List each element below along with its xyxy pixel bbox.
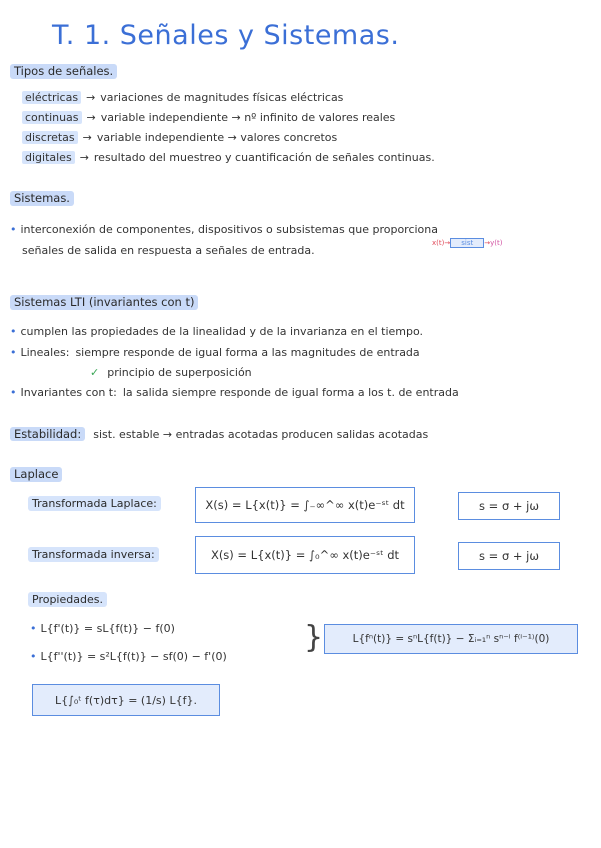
lti-label: Invariantes con t: <box>20 386 117 399</box>
s-formula: s = σ + jω <box>458 492 560 520</box>
lti-heading: Sistemas LTI (invariantes con t) <box>10 295 198 310</box>
lti-line3 <box>90 366 252 379</box>
tipos-heading: Tipos de señales. <box>10 64 117 79</box>
tipo-desc: resultado del muestreo y cuantificación de señales continuas. <box>93 151 435 164</box>
sistemas-line2: señales de salida en respuesta a señales de entrada. <box>22 244 315 257</box>
page-title: T. 1. Señales y Sistemas. <box>52 20 400 51</box>
check-icon: ✓ <box>90 366 100 379</box>
diagram-input: x(t) <box>432 239 445 247</box>
bullet-icon: • <box>30 622 37 635</box>
lti-label: Lineales: <box>20 346 70 359</box>
sistemas-text: interconexión de componentes, dispositivos o subsistemas que proporciona <box>20 223 438 236</box>
arrow-icon: → <box>82 131 92 144</box>
propiedades-heading: Propiedades. <box>28 592 107 607</box>
laplace-heading: Laplace <box>10 467 62 482</box>
lti-line1 <box>10 325 423 338</box>
tipo-term: eléctricas <box>22 91 81 104</box>
lti-line4 <box>10 386 459 399</box>
arrow-icon: → <box>86 111 96 124</box>
estabilidad-text: sist. estable → entradas acotadas producen salidas acotadas <box>93 428 429 441</box>
estabilidad-row <box>10 427 428 442</box>
prop-n-formula: L{fⁿ(t)} = sⁿL{f(t)} − Σᵢ₌₁ⁿ sⁿ⁻ⁱ f⁽ⁱ⁻¹⁾(0) <box>324 624 578 654</box>
transform-label: Transformada Laplace: <box>28 496 161 511</box>
tipo-term: discretas <box>22 131 78 144</box>
bullet-icon: • <box>10 386 17 399</box>
lti-text: cumplen las propiedades de la linealidad y de la invarianza en el tiempo. <box>20 325 424 338</box>
arrow-icon: → <box>444 239 451 247</box>
lti-line2 <box>10 346 420 359</box>
estabilidad-heading: Estabilidad: <box>10 427 85 441</box>
arrow-icon: → <box>86 91 96 104</box>
diagram-output: y(t) <box>490 239 503 247</box>
tipo-row-discretas <box>22 131 337 144</box>
prop-text: L{f'(t)} = sL{f(t)} − f(0) <box>40 622 175 635</box>
bullet-icon: • <box>10 325 17 338</box>
diagram-block: sist <box>450 238 484 248</box>
prop-2 <box>30 650 227 663</box>
bullet-icon: • <box>30 650 37 663</box>
prop-1 <box>30 622 175 635</box>
lti-text: siempre responde de igual forma a las magnitudes de entrada <box>75 346 420 359</box>
sistemas-heading: Sistemas. <box>10 191 74 206</box>
arrow-icon: → <box>484 239 491 247</box>
sistemas-line1 <box>10 223 438 236</box>
lti-text: la salida siempre responde de igual forma a los t. de entrada <box>122 386 459 399</box>
arrow-icon: → <box>79 151 89 164</box>
inverse-label: Transformada inversa: <box>28 547 159 562</box>
transform-formula: X(s) = L{x(t)} = ∫₋∞^∞ x(t)e⁻ˢᵗ dt <box>195 487 415 523</box>
system-diagram <box>432 238 502 248</box>
tipo-desc: variable independiente → valores concretos <box>96 131 338 144</box>
prop-text: L{f''(t)} = s²L{f(t)} − sf(0) − f'(0) <box>40 650 227 663</box>
bullet-icon: • <box>10 223 17 236</box>
s-formula-2: s = σ + jω <box>458 542 560 570</box>
bullet-icon: • <box>10 346 17 359</box>
tipo-desc: variable independiente → nº infinito de valores reales <box>100 111 396 124</box>
tipo-row-continuas <box>22 111 395 124</box>
tipo-row-electricas <box>22 91 343 104</box>
brace-icon: } <box>304 620 324 655</box>
tipo-row-digitales <box>22 151 435 164</box>
tipo-desc: variaciones de magnitudes físicas eléctricas <box>100 91 344 104</box>
tipo-term: continuas <box>22 111 82 124</box>
tipo-term: digitales <box>22 151 75 164</box>
lti-text: principio de superposición <box>107 366 252 379</box>
prop-integral: L{∫₀ᵗ f(τ)dτ} = (1/s) L{f}. <box>32 684 220 716</box>
inverse-formula: X(s) = L{x(t)} = ∫₀^∞ x(t)e⁻ˢᵗ dt <box>195 536 415 574</box>
